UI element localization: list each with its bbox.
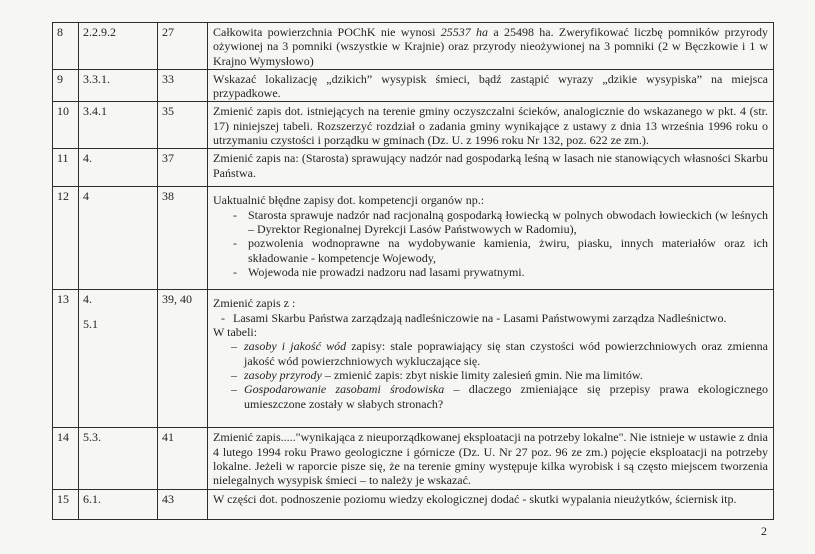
- row-number: 8: [53, 23, 79, 70]
- section-number-b: 5.1: [83, 316, 98, 331]
- list-item: - Starosta sprawuje nadzór nad racjonalną gospodarką łowiecką w polnych obwodach łowieckich (w leśnych – Dyrektor Regionalnej Dyrekcji Lasów Państwowych w Radomiu),: [213, 208, 768, 237]
- row-number: 14: [53, 428, 79, 489]
- table-row: [53, 102, 774, 149]
- comment-intro: Uaktualnić błędne zapisy dot. kompetencji organów np.:: [213, 193, 485, 208]
- list-item: - Wojewoda nie prowadzi nadzoru nad lasami prywatnymi.: [213, 265, 768, 279]
- page-reference: 35: [158, 102, 208, 149]
- comment-cell: [208, 290, 774, 428]
- page-reference: 41: [158, 428, 208, 489]
- row-number: 12: [53, 187, 79, 290]
- change-line: - Lasami Skarbu Państwa zarządzają nadleśniczowie na - Lasami Państwowymi zarządza Nadleśnictwo.: [213, 311, 768, 325]
- page-number: 2: [761, 524, 767, 538]
- section-number: 3.3.1.: [79, 69, 158, 102]
- page-reference: 39, 40: [158, 290, 208, 428]
- list-item: [213, 368, 768, 382]
- row-number: 11: [53, 149, 79, 187]
- comment-cell: Zmienić zapis na: (Starosta) sprawujący nadzór nad gospodarką leśną w lasach nie stanowiących własności Skarbu Państwa.: [208, 149, 774, 187]
- page-reference: 43: [158, 489, 208, 519]
- item-text: – zmienić zapis: zbyt niskie limity zalesień gmin. Nie ma limitów.: [321, 367, 643, 382]
- item-text: zapisy: stale poprawiający się stan czystości wód powierzchniowych oraz zmienna jakość wód powierzchniowych wykluczające się.: [244, 339, 768, 368]
- page-reference: 38: [158, 187, 208, 290]
- section-number: 3.4.1: [79, 102, 158, 149]
- table-row: [53, 149, 774, 187]
- table-row: [53, 428, 774, 489]
- item-term: zasoby przyrody: [244, 367, 322, 382]
- page-reference: 33: [158, 69, 208, 102]
- table-row: [53, 69, 774, 102]
- item-term: Gospodarowanie zasobami środowiska: [244, 382, 445, 397]
- item-term: zasoby i jakość wód: [244, 339, 347, 354]
- section-number: 4.: [79, 149, 158, 187]
- table-row: [53, 290, 774, 428]
- section-number: 4: [79, 187, 158, 290]
- page-reference: 37: [158, 149, 208, 187]
- comment-text: a 25498 ha. Zweryfikować liczbę pomników przyrody ożywionej na 3 pomniki (wszystkie w Krajnie) oraz przyrody nieożywionej na 3 pomniki (2 w Bęczkowie i 1 w Krajno Wymysłowo): [213, 25, 768, 68]
- list-item: - pozwolenia wodnoprawne na wydobywanie kamienia, żwiru, piasku, innych materiałów oraz ich składowanie - kompetencje Wojewody,: [213, 236, 768, 265]
- section-number: 5.3.: [79, 428, 158, 489]
- table-row: [53, 489, 774, 519]
- list-item: [213, 339, 768, 368]
- comment-cell: [208, 187, 774, 290]
- section-number: 6.1.: [79, 489, 158, 519]
- comment-cell: Wskazać lokalizację „dzikich” wysypisk śmieci, bądź zastąpić wyrazy „dzikie wysypiska” na miejsca przypadkowe.: [208, 69, 774, 102]
- table-intro: W tabeli:: [213, 325, 258, 340]
- section-number: [79, 290, 158, 428]
- row-number: 10: [53, 102, 79, 149]
- comment-cell: [208, 23, 774, 70]
- row-number: 13: [53, 290, 79, 428]
- comment-cell: Zmienić zapis....."wynikająca z nieuporządkowanej eksploatacji na potrzeby lokalne". Nie istnieje w ustawie z dnia 4 lutego 1994 roku Prawo geologiczne i górnicze (Dz. U. Nr 27 poz. 96 ze zm.) pojęcie eksploatacji na potrzeby lokalne. Jeżeli w raporcie pisze się, że na terenie gminy występuje kilka wyrobisk i są często miejscem tworzenia nielegalnych wysypisk śmieci – to należy je wskazać.: [208, 428, 774, 489]
- list-item: [213, 382, 768, 411]
- table-row: [53, 187, 774, 290]
- comment-intro: Zmienić zapis z :: [213, 296, 296, 311]
- comments-table: [52, 22, 774, 520]
- table-row: [53, 23, 774, 70]
- row-number: 15: [53, 489, 79, 519]
- item-text: – dlaczego zmieniające się przepisy prawa ekologicznego umieszczone zostały w słabych stronach?: [244, 382, 769, 411]
- comment-cell: Zmienić zapis dot. istniejących na terenie gminy oczyszczalni ścieków, analogicznie do wskazanego w pkt. 4 (str. 17) niniejszej tabeli. Rozszerzyć rozdział o zadania gminy wynikające z ustawy z dnia 13 września 1996 roku o utrzymaniu czystości i porządku w gminach (Dz. U. z 1996 roku Nr 132, poz. 622 ze zm.).: [208, 102, 774, 149]
- comment-cell: W części dot. podnoszenie poziomu wiedzy ekologicznej dodać - skutki wypalania nieużytków, ściernisk itp.: [208, 489, 774, 519]
- emphasized-value: 25537 ha: [440, 25, 489, 39]
- page-reference: 27: [158, 23, 208, 70]
- row-number: 9: [53, 69, 79, 102]
- section-number: 2.2.9.2: [79, 23, 158, 70]
- section-number-a: 4.: [83, 292, 92, 307]
- comment-text: Całkowita powierzchnia POChK nie wynosi: [213, 25, 441, 39]
